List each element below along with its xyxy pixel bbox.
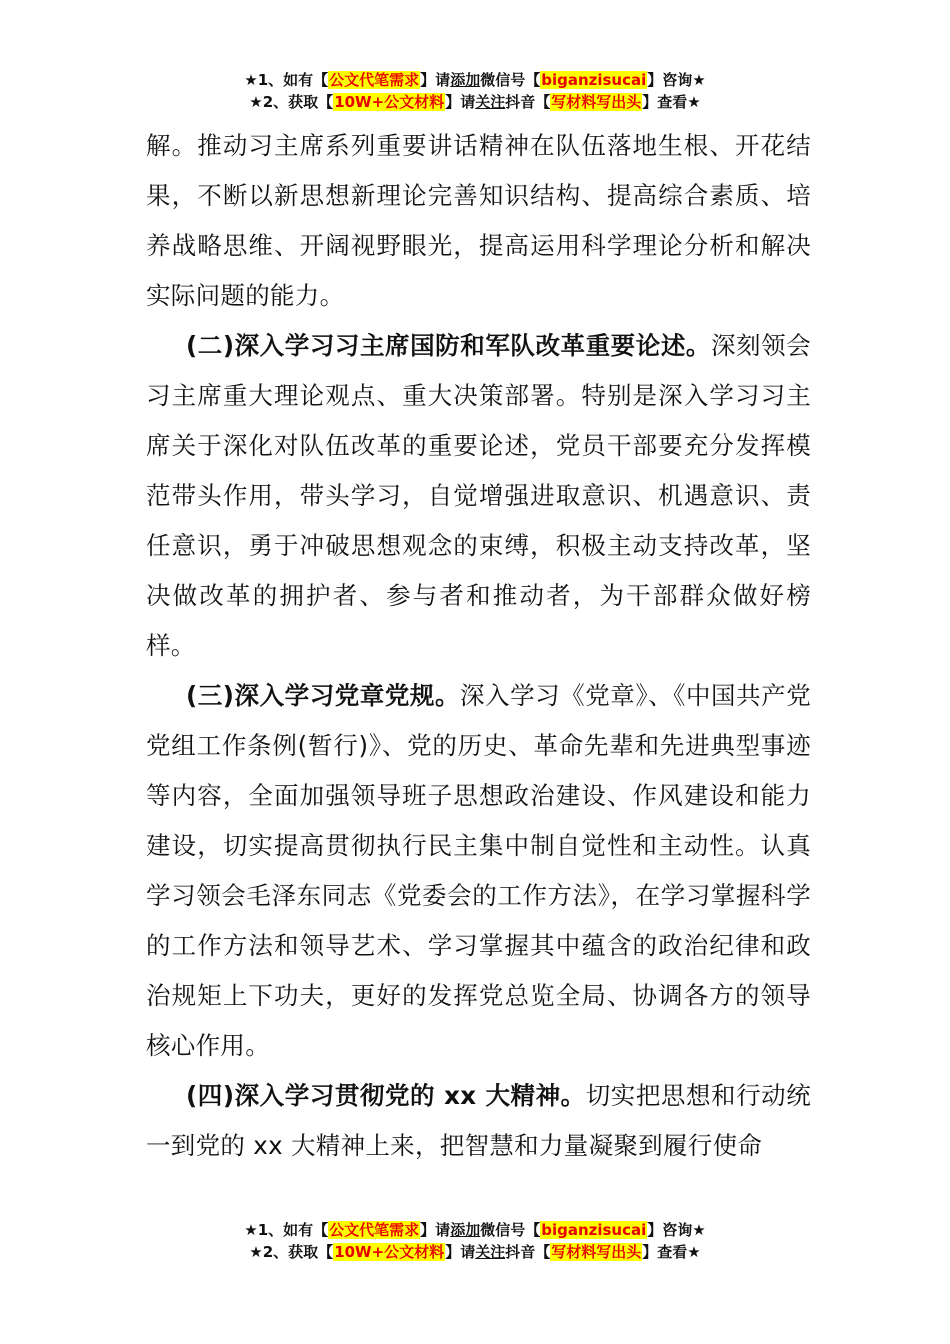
section-heading: (三)深入学习党章党规。 [186, 681, 460, 710]
footer-banner [0, 1219, 950, 1263]
banner-line-2: ★2、获取【10W+公文材料】请关注抖音【写材料写出头】查看★ [249, 93, 701, 111]
paragraph-section-3: (三)深入学习党章党规。深入学习《党章》、《中国共产党党组工作条例(暂行)》、党的历史、革命先辈和先进典型事迹等内容，全面加强领导班子思想政治建设、作风建设和能力建设，切实提高贯彻执行民主集中制自觉性和主动性。认真学习领会毛泽东同志《党委会的工作方法》，在学习掌握科学的工作方法和领导艺术、学习掌握其中蕴含的政治纪律和政治规矩上下功夫，更好的发挥党总览全局、协调各方的领导核心作用。 [146, 681, 811, 1060]
banner-douyin-account: 写材料写出头 [551, 1243, 642, 1261]
banner-highlight: 公文代笔需求 [329, 1221, 420, 1239]
banner-line-1: ★1、如有【公文代笔需求】请添加微信号【biganzisucai】咨询★ [244, 71, 706, 89]
section-heading: (二)深入学习习主席国防和军队改革重要论述。 [186, 331, 711, 360]
header-banner [0, 69, 950, 113]
banner-wechat-id: biganzisucai [541, 1221, 647, 1239]
banner-wechat-id: biganzisucai [541, 71, 647, 89]
paragraph-continued: 解。推动习主席系列重要讲话精神在队伍落地生根、开花结果，不断以新思想新理论完善知识结构、提高综合素质、培养战略思维、开阔视野眼光，提高运用科学理论分析和解决实际问题的能力。 [146, 131, 811, 310]
paragraph-section-4: (四)深入学习贯彻党的 xx 大精神。切实把思想和行动统一到党的 xx 大精神上来，把智慧和力量凝聚到履行使命 [146, 1081, 811, 1160]
document-body [146, 121, 811, 1171]
section-heading: (四)深入学习贯彻党的 xx 大精神。 [186, 1081, 586, 1110]
banner-highlight: 公文代笔需求 [329, 71, 420, 89]
banner-douyin-account: 写材料写出头 [551, 93, 642, 111]
banner-line-2: ★2、获取【10W+公文材料】请关注抖音【写材料写出头】查看★ [249, 1243, 701, 1261]
banner-highlight: 10W+公文材料 [334, 93, 445, 111]
banner-highlight: 10W+公文材料 [334, 1243, 445, 1261]
banner-line-1: ★1、如有【公文代笔需求】请添加微信号【biganzisucai】咨询★ [244, 1221, 706, 1239]
paragraph-section-2: (二)深入学习习主席国防和军队改革重要论述。深刻领会习主席重大理论观点、重大决策部署。特别是深入学习习主席关于深化对队伍改革的重要论述，党员干部要充分发挥模范带头作用，带头学习，自觉增强进取意识、机遇意识、责任意识，勇于冲破思想观念的束缚，积极主动支持改革，坚决做改革的拥护者、参与者和推动者，为干部群众做好榜样。 [146, 331, 811, 660]
